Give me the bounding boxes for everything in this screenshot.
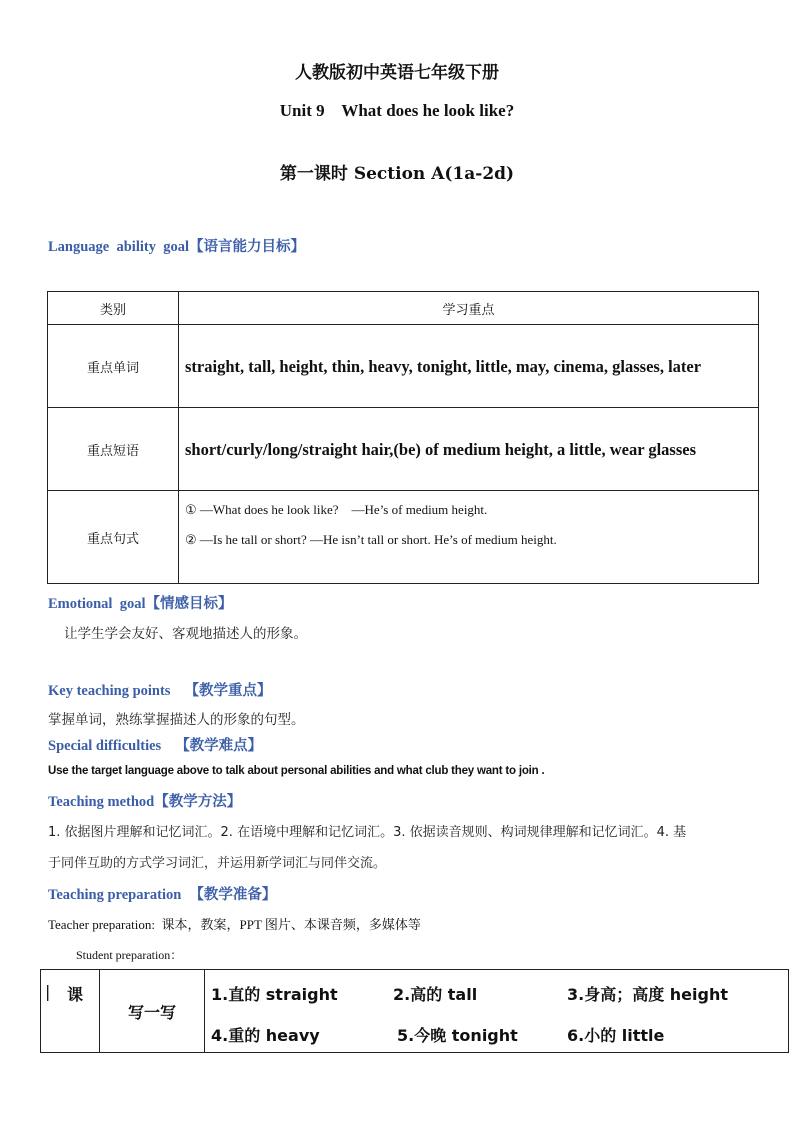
method-heading-en: Teaching method: [48, 794, 155, 810]
language-goal-heading: [48, 235, 305, 256]
method-heading: [48, 790, 241, 811]
unit-title: Unit 9 What does he look like?: [279, 101, 515, 120]
table-header-category: 类别: [48, 292, 179, 325]
preparation-heading-zh: 【教学准备】: [189, 887, 277, 903]
key-points-text: 掌握单词，熟练掌握描述人的形象的句型。: [48, 712, 305, 728]
row-category: 重点短语: [48, 408, 179, 491]
vocab-item: 1.直的 straight: [211, 985, 338, 1004]
page-title: 人教版初中英语七年级下册: [295, 63, 499, 83]
table-header-focus: 学习重点: [179, 292, 759, 325]
difficulties-heading-zh: 【教学难点】: [175, 738, 263, 754]
difficulties-heading: [48, 734, 262, 755]
key-points-heading: [48, 679, 271, 700]
language-goal-heading-en: Language ability goal: [48, 239, 189, 255]
key-words: straight, tall, height, thin, heavy, tonight, little, may, cinema, glasses, later: [179, 325, 759, 408]
lesson-label: 课: [67, 985, 84, 1004]
vocab-item: 2.高的 tall: [393, 985, 478, 1004]
row-category: 重点句式: [48, 491, 179, 584]
write-label: 写一写: [100, 970, 205, 1053]
lesson-cell: [41, 970, 100, 1053]
table-row: [48, 408, 759, 491]
sentence-2: ② —Is he tall or short? —He isn’t tall or short. He’s of medium height.: [185, 532, 557, 547]
vocab-item: 3.身高；高度 height: [567, 985, 729, 1004]
vocab-item: 4.重的 heavy: [211, 1026, 320, 1045]
method-line-2: 于同伴互助的方式学习词汇，并运用新学词汇与同伴交流。: [48, 856, 387, 871]
vocabulary-write-table: [40, 969, 789, 1053]
language-goal-heading-zh: 【语言能力目标】: [189, 239, 305, 255]
emotional-goal-heading-en: Emotional goal: [48, 596, 146, 612]
emotional-goal-heading-zh: 【情感目标】: [145, 596, 233, 612]
write-items-cell: [205, 970, 789, 1053]
sentence-1: ① —What does he look like? —He’s of medium height.: [185, 502, 488, 517]
student-preparation: Student preparation：: [76, 948, 183, 962]
language-goal-table: [47, 291, 759, 584]
vocab-item: 6.小的 little: [567, 1026, 665, 1045]
difficulties-heading-en: Special difficulties: [48, 738, 162, 754]
preparation-heading: [48, 883, 276, 904]
preparation-heading-en: Teaching preparation: [48, 887, 182, 903]
lesson-title: 第一课时 Section A(1a-2d): [279, 164, 515, 184]
teacher-preparation: Teacher preparation: 课本，教案，PPT 图片、本课音频，多媒体等: [48, 917, 421, 932]
method-heading-zh: 【教学方法】: [154, 794, 242, 810]
table-row: [48, 325, 759, 408]
key-phrases: short/curly/long/straight hair,(be) of medium height, a little, wear glasses: [179, 408, 759, 491]
row-category: 重点单词: [48, 325, 179, 408]
difficulties-text: Use the target language above to talk about personal abilities and what club they want to join .: [48, 765, 545, 777]
table-row: [48, 491, 759, 584]
key-points-heading-en: Key teaching points: [48, 683, 171, 699]
emotional-goal-heading: [48, 592, 232, 613]
key-sentences: [179, 491, 759, 584]
cell-mark: |: [45, 982, 51, 1001]
emotional-goal-text: 让学生学会友好、客观地描述人的形象。: [64, 626, 307, 642]
vocab-item: 5.今晚 tonight: [397, 1026, 518, 1045]
key-points-heading-zh: 【教学重点】: [184, 683, 272, 699]
method-line-1: 1. 依据图片理解和记忆词汇。2. 在语境中理解和记忆词汇。3. 依据读音规则、构词规律理解和记忆词汇。4. 基: [48, 825, 687, 840]
